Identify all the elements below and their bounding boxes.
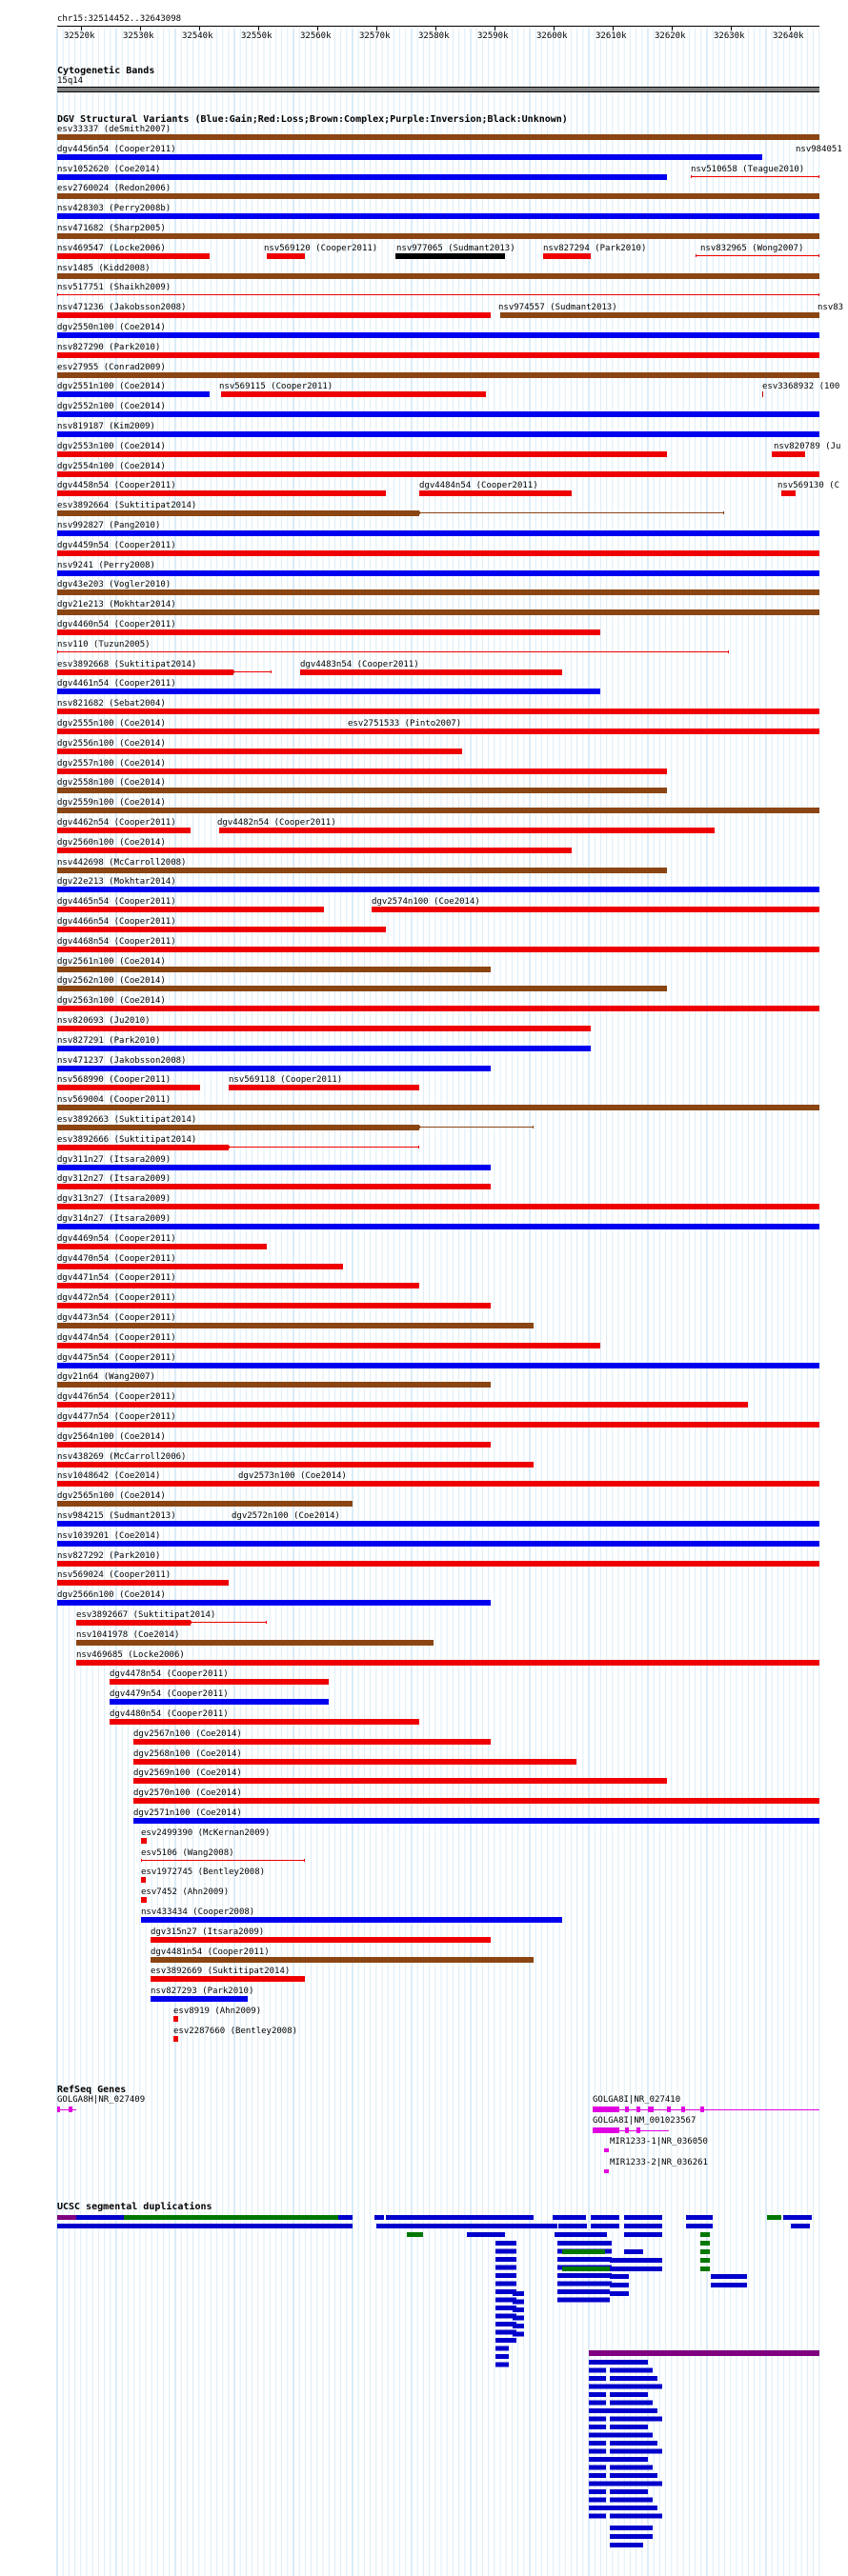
variant-label[interactable]: esv2751533 (Pinto2007) (348, 719, 462, 729)
cyto-band-label: 15q14 (57, 76, 84, 86)
variant-label[interactable]: nsv110 (Tuzun2005) (57, 640, 151, 649)
variant-label[interactable]: nsv569024 (Cooper2011) (57, 1570, 172, 1580)
variant-label[interactable]: dgv4479n54 (Cooper2011) (110, 1689, 229, 1699)
variant-label[interactable]: dgv21e213 (Mokhtar2014) (57, 600, 176, 609)
variant-label[interactable]: nsv1052620 (Coe2014) (57, 165, 161, 174)
variant-label[interactable]: nsv442698 (McCarroll2008) (57, 858, 187, 868)
variant-label[interactable]: dgv2564n100 (Coe2014) (57, 1432, 166, 1442)
variant-label[interactable]: dgv4480n54 (Cooper2011) (110, 1709, 229, 1719)
variant-label[interactable]: dgv315n27 (Itsara2009) (151, 1927, 265, 1937)
variant-label[interactable]: nsv1039201 (Coe2014) (57, 1531, 161, 1541)
variant-label[interactable]: nsv469685 (Locke2006) (76, 1650, 185, 1660)
segdup-feature[interactable] (57, 2224, 353, 2228)
segdup-feature[interactable] (711, 2283, 747, 2287)
variant-label[interactable]: dgv2553n100 (Coe2014) (57, 442, 166, 451)
variant-label[interactable]: dgv4468n54 (Cooper2011) (57, 937, 176, 947)
segdup-feature[interactable] (610, 2506, 657, 2510)
variant-label[interactable]: dgv21n64 (Wang2007) (57, 1372, 155, 1382)
segdup-feature[interactable] (610, 2457, 648, 2462)
segdup-feature[interactable] (686, 2215, 713, 2220)
variant-label[interactable]: nsv827292 (Park2010) (57, 1551, 161, 1561)
segdup-feature[interactable] (610, 2368, 653, 2373)
segdup-feature[interactable] (513, 2307, 524, 2312)
variant-label[interactable]: nsv438269 (McCarroll2006) (57, 1452, 187, 1462)
variant-label[interactable]: dgv4460n54 (Cooper2011) (57, 620, 176, 629)
segdup-feature[interactable] (124, 2215, 338, 2220)
variant-label[interactable]: dgv4473n54 (Cooper2011) (57, 1313, 176, 1323)
variant-label[interactable]: dgv2565n100 (Coe2014) (57, 1491, 166, 1501)
variant-label[interactable]: nsv510658 (Teague2010) (691, 165, 805, 174)
variant-label[interactable]: dgv4478n54 (Cooper2011) (110, 1669, 229, 1679)
variant-label[interactable]: dgv2574n100 (Coe2014) (372, 897, 480, 907)
segdup-feature[interactable] (589, 2466, 606, 2470)
segdup-feature[interactable] (610, 2449, 662, 2454)
segdup-feature[interactable] (610, 2258, 662, 2263)
segdup-feature[interactable] (624, 2215, 662, 2220)
segdup-feature[interactable] (610, 2526, 653, 2530)
variant-label[interactable]: nsv832965 (Wong2007) (700, 244, 804, 253)
segdup-feature[interactable] (610, 2441, 657, 2446)
variant-label[interactable]: dgv4465n54 (Cooper2011) (57, 897, 176, 907)
segdup-feature[interactable] (76, 2215, 124, 2220)
segdup-feature[interactable] (557, 2298, 610, 2303)
scale-label: 32630k (714, 31, 745, 41)
variant-label[interactable]: nsv471237 (Jakobsson2008) (57, 1056, 187, 1066)
variant-label[interactable]: dgv4482n54 (Cooper2011) (217, 818, 336, 828)
segdup-feature[interactable] (610, 2408, 657, 2413)
segdup-feature[interactable] (338, 2215, 353, 2220)
segdup-feature[interactable] (610, 2498, 653, 2503)
segdup-feature[interactable] (591, 2224, 619, 2228)
variant-label[interactable]: dgv4458n54 (Cooper2011) (57, 481, 176, 490)
segdup-feature[interactable] (686, 2224, 713, 2228)
variant-label[interactable]: dgv4472n54 (Cooper2011) (57, 1293, 176, 1303)
segdup-feature[interactable] (610, 2425, 648, 2429)
variant-label[interactable]: nsv471236 (Jakobsson2008) (57, 303, 187, 312)
scale-label: 32560k (300, 31, 332, 41)
variant-label[interactable]: dgv4477n54 (Cooper2011) (57, 1412, 176, 1422)
segdup-feature[interactable] (495, 2338, 516, 2343)
variant-label[interactable]: esv3892666 (Suktitipat2014) (57, 1135, 197, 1145)
segdup-feature[interactable] (610, 2385, 662, 2389)
variant-label[interactable]: dgv2572n100 (Coe2014) (232, 1511, 340, 1521)
variant-label[interactable]: dgv4475n54 (Cooper2011) (57, 1353, 176, 1363)
variant-label[interactable]: dgv4481n54 (Cooper2011) (151, 1947, 270, 1957)
variant-label[interactable]: dgv2573n100 (Coe2014) (238, 1471, 347, 1481)
variant-label[interactable]: nsv517751 (Shaikh2009) (57, 283, 172, 292)
variant-label[interactable]: dgv2561n100 (Coe2014) (57, 957, 166, 967)
segdup-feature[interactable] (588, 2241, 612, 2246)
segdup-feature[interactable] (610, 2543, 643, 2547)
segdup-feature[interactable] (588, 2257, 612, 2262)
variant-label[interactable]: esv3892668 (Suktitipat2014) (57, 660, 197, 669)
gene-label[interactable]: MIR1233-1|NR_036050 (610, 2137, 708, 2147)
segdup-feature[interactable] (589, 2417, 606, 2422)
variant-label[interactable]: dgv2566n100 (Coe2014) (57, 1590, 166, 1600)
segdup-feature[interactable] (610, 2376, 657, 2381)
variant-label[interactable]: dgv2556n100 (Coe2014) (57, 739, 166, 749)
segdup-feature[interactable] (700, 2232, 710, 2237)
variant-label[interactable]: dgv2571n100 (Coe2014) (133, 1808, 242, 1818)
scale-label: 32640k (773, 31, 804, 41)
variant-label[interactable]: nsv974557 (Sudmant2013) (498, 303, 617, 312)
segdup-feature[interactable] (589, 2489, 606, 2494)
variant-label[interactable]: nsv569004 (Cooper2011) (57, 1095, 172, 1105)
variant-label[interactable]: dgv313n27 (Itsara2009) (57, 1194, 172, 1204)
variant-label[interactable]: nsv1048642 (Coe2014) (57, 1471, 161, 1481)
segdup-feature[interactable] (610, 2417, 662, 2422)
scale-label: 32610k (596, 31, 627, 41)
segdup-feature[interactable] (553, 2215, 586, 2220)
segdup-feature[interactable] (495, 2346, 509, 2351)
variant-label[interactable]: nsv569115 (Cooper2011) (219, 382, 333, 391)
segdup-feature[interactable] (624, 2232, 662, 2237)
variant-label[interactable]: dgv2555n100 (Coe2014) (57, 719, 166, 729)
variant-label[interactable]: dgv4461n54 (Cooper2011) (57, 679, 176, 689)
segdup-feature[interactable] (610, 2401, 653, 2406)
variant-label[interactable]: esv3892664 (Suktitipat2014) (57, 501, 197, 510)
segdup-feature[interactable] (513, 2291, 524, 2296)
segdup-feature[interactable] (589, 2401, 606, 2406)
variant-label[interactable]: esv3892669 (Suktitipat2014) (151, 1967, 291, 1976)
variant-label[interactable]: nsv569118 (Cooper2011) (229, 1075, 343, 1085)
segdup-feature[interactable] (767, 2215, 781, 2220)
variant-label[interactable]: nsv820693 (Ju2010) (57, 1016, 151, 1026)
variant-label[interactable]: nsv827290 (Park2010) (57, 343, 161, 352)
variant-label[interactable]: dgv2570n100 (Coe2014) (133, 1788, 242, 1798)
variant-label[interactable]: nsv821682 (Sebat2004) (57, 699, 166, 709)
segdup-feature[interactable] (589, 2376, 606, 2381)
segdup-feature[interactable] (562, 2266, 610, 2271)
refseq-track-title: RefSeq Genes (57, 2085, 127, 2095)
segdup-feature[interactable] (588, 2282, 612, 2286)
segdup-feature[interactable] (407, 2232, 423, 2237)
variant-label[interactable]: dgv4466n54 (Cooper2011) (57, 917, 176, 927)
variant-label[interactable]: dgv2550n100 (Coe2014) (57, 323, 166, 332)
segdup-feature[interactable] (700, 2266, 710, 2271)
variant-label[interactable]: nsv471682 (Sharp2005) (57, 224, 166, 233)
variant-label[interactable]: dgv2567n100 (Coe2014) (133, 1729, 242, 1739)
variant-label[interactable]: nsv984051 (796, 145, 842, 154)
segdup-feature[interactable] (589, 2392, 606, 2397)
variant-label[interactable]: esv2287660 (Bentley2008) (173, 2027, 298, 2036)
variant-label[interactable]: dgv4469n54 (Cooper2011) (57, 1234, 176, 1244)
variant-label[interactable]: nsv1041978 (Coe2014) (76, 1630, 180, 1640)
variant-label[interactable]: dgv4476n54 (Cooper2011) (57, 1392, 176, 1402)
segdup-feature[interactable] (495, 2241, 516, 2246)
variant-label[interactable]: esv7452 (Ahn2009) (141, 1887, 230, 1897)
variant-label[interactable]: dgv2554n100 (Coe2014) (57, 462, 166, 471)
segdup-feature[interactable] (588, 2273, 612, 2278)
segdup-track-title: UCSC segmental duplications (57, 2202, 212, 2212)
variant-label[interactable]: esv1972745 (Bentley2008) (141, 1867, 266, 1877)
segdup-feature[interactable] (495, 2266, 516, 2270)
variant-label[interactable]: dgv2562n100 (Coe2014) (57, 976, 166, 986)
gene-label[interactable]: GOLGA8H|NR_027409 (57, 2095, 146, 2105)
variant-label[interactable]: nsv827294 (Park2010) (543, 244, 647, 253)
cyto-title: Cytogenetic Bands (57, 66, 155, 76)
segdup-feature[interactable] (513, 2324, 524, 2328)
segdup-feature[interactable] (589, 2473, 606, 2478)
segdup-feature[interactable] (610, 2473, 657, 2478)
segdup-feature[interactable] (589, 2498, 606, 2503)
variant-label[interactable]: dgv4456n54 (Cooper2011) (57, 145, 176, 154)
segdup-feature[interactable] (386, 2215, 534, 2220)
coordinate-readout: chr15:32514452..32643098 (57, 14, 182, 24)
variant-label[interactable]: esv27955 (Conrad2009) (57, 363, 166, 372)
variant-label[interactable]: nsv827293 (Park2010) (151, 1987, 254, 1996)
segdup-feature[interactable] (589, 2425, 606, 2429)
variant-label[interactable]: esv3368932 (100 (762, 382, 840, 391)
variant-label[interactable]: dgv4459n54 (Cooper2011) (57, 541, 176, 550)
segdup-feature[interactable] (624, 2224, 662, 2228)
segdup-feature[interactable] (610, 2514, 662, 2519)
segdup-feature[interactable] (610, 2482, 662, 2486)
variant-label[interactable]: nsv433434 (Cooper2008) (141, 1907, 255, 1917)
segdup-feature[interactable] (495, 2282, 516, 2286)
segdup-feature[interactable] (495, 2249, 516, 2254)
variant-label[interactable]: esv2499390 (McKernan2009) (141, 1828, 271, 1838)
variant-label[interactable]: nsv1485 (Kidd2008) (57, 264, 151, 273)
segdup-feature[interactable] (589, 2441, 606, 2446)
segdup-feature[interactable] (791, 2224, 810, 2228)
segdup-feature[interactable] (610, 2489, 648, 2494)
segdup-feature[interactable] (610, 2534, 653, 2539)
segdup-feature[interactable] (555, 2232, 607, 2237)
segdup-feature[interactable] (374, 2215, 384, 2220)
variant-label[interactable]: esv5106 (Wang2008) (141, 1848, 234, 1858)
segdup-feature[interactable] (513, 2332, 524, 2337)
segdup-feature[interactable] (610, 2274, 629, 2279)
variant-label[interactable]: nsv820789 (Ju (774, 442, 841, 451)
segdup-feature[interactable] (711, 2274, 747, 2279)
variant-label[interactable]: dgv2569n100 (Coe2014) (133, 1768, 242, 1778)
scale-label: 32580k (418, 31, 450, 41)
segdup-feature[interactable] (591, 2215, 619, 2220)
variant-label[interactable]: nsv569120 (Cooper2011) (264, 244, 378, 253)
variant-label[interactable]: esv2760024 (Redon2006) (57, 184, 172, 193)
variant-label[interactable]: dgv314n27 (Itsara2009) (57, 1214, 172, 1224)
variant-label[interactable]: esv3892667 (Suktitipat2014) (76, 1610, 216, 1620)
segdup-feature[interactable] (589, 2368, 606, 2373)
segdup-feature[interactable] (558, 2224, 587, 2228)
variant-label[interactable]: dgv311n27 (Itsara2009) (57, 1155, 172, 1165)
variant-label[interactable]: dgv2568n100 (Coe2014) (133, 1749, 242, 1759)
segdup-feature[interactable] (700, 2241, 710, 2246)
variant-label[interactable]: nsv568990 (Cooper2011) (57, 1075, 172, 1085)
segdup-feature[interactable] (610, 2392, 648, 2397)
gene-label[interactable]: MIR1233-2|NR_036261 (610, 2158, 708, 2167)
segdup-feature[interactable] (495, 2257, 516, 2262)
scale-label: 32570k (359, 31, 391, 41)
variant-label[interactable]: dgv4484n54 (Cooper2011) (419, 481, 538, 490)
segdup-feature[interactable] (589, 2449, 606, 2454)
variant-label[interactable]: dgv4471n54 (Cooper2011) (57, 1273, 176, 1283)
segdup-feature[interactable] (495, 2273, 516, 2278)
variant-label[interactable]: nsv977065 (Sudmant2013) (396, 244, 515, 253)
scale-label: 32590k (477, 31, 509, 41)
segdup-feature[interactable] (610, 2433, 653, 2438)
variant-label[interactable]: dgv2559n100 (Coe2014) (57, 798, 166, 808)
segdup-feature[interactable] (513, 2300, 524, 2305)
variant-label[interactable]: dgv2558n100 (Coe2014) (57, 778, 166, 788)
variant-label[interactable]: nsv469547 (Locke2006) (57, 244, 166, 253)
segdup-feature[interactable] (562, 2249, 605, 2254)
variant-label[interactable]: nsv569130 (C (777, 481, 840, 490)
variant-label[interactable]: esv33337 (deSmith2007) (57, 125, 172, 134)
variant-label[interactable]: dgv4462n54 (Cooper2011) (57, 818, 176, 828)
segdup-feature[interactable] (376, 2224, 557, 2228)
scale-label: 32520k (64, 31, 95, 41)
variant-label[interactable]: dgv2552n100 (Coe2014) (57, 402, 166, 411)
variant-label[interactable]: dgv312n27 (Itsara2009) (57, 1174, 172, 1184)
scale-label: 32540k (182, 31, 213, 41)
variant-label[interactable]: nsv827291 (Park2010) (57, 1036, 161, 1046)
segdup-feature[interactable] (783, 2215, 812, 2220)
segdup-feature[interactable] (495, 2354, 509, 2359)
variant-label[interactable]: nsv992827 (Pang2010) (57, 521, 161, 530)
segdup-feature[interactable] (700, 2249, 710, 2254)
variant-label[interactable]: nsv819187 (Kim2009) (57, 422, 155, 431)
gene-label[interactable]: GOLGA8I|NR_027410 (593, 2095, 681, 2105)
scale-label: 32530k (123, 31, 154, 41)
segdup-feature[interactable] (557, 2289, 610, 2294)
variant-label[interactable]: dgv22e213 (Mokhtar2014) (57, 877, 176, 887)
segdup-feature[interactable] (610, 2466, 653, 2470)
variant-label[interactable]: dgv2563n100 (Coe2014) (57, 996, 166, 1006)
segdup-feature[interactable] (495, 2363, 509, 2367)
segdup-feature[interactable] (513, 2316, 524, 2321)
variant-label[interactable]: nsv428303 (Perry2008b) (57, 204, 172, 213)
segdup-feature[interactable] (700, 2258, 710, 2263)
variant-label[interactable]: dgv2551n100 (Coe2014) (57, 382, 166, 391)
scale-label: 32620k (655, 31, 686, 41)
variant-label[interactable]: dgv4483n54 (Cooper2011) (300, 660, 419, 669)
scale-label: 32600k (536, 31, 568, 41)
variant-label[interactable]: nsv9241 (Perry2008) (57, 561, 155, 570)
dgv-track-title: DGV Structural Variants (Blue:Gain;Red:Loss;Brown:Complex;Purple:Inversion;Black:Unknown) (57, 114, 568, 125)
variant-label[interactable]: dgv4474n54 (Cooper2011) (57, 1333, 176, 1343)
segdup-feature[interactable] (589, 2514, 606, 2519)
scale-label: 32550k (241, 31, 273, 41)
variant-label[interactable]: nsv83 (818, 303, 844, 312)
variant-label[interactable]: esv3892663 (Suktitipat2014) (57, 1115, 197, 1125)
variant-label[interactable]: dgv2557n100 (Coe2014) (57, 759, 166, 769)
segdup-feature[interactable] (610, 2291, 629, 2296)
variant-label[interactable]: dgv4470n54 (Cooper2011) (57, 1254, 176, 1264)
gene-label[interactable]: GOLGA8I|NM_001023567 (593, 2116, 697, 2126)
variant-label[interactable]: esv8919 (Ahn2009) (173, 2007, 262, 2016)
segdup-feature[interactable] (57, 2215, 76, 2220)
segdup-feature[interactable] (610, 2266, 662, 2271)
variant-label[interactable]: nsv984215 (Sudmant2013) (57, 1511, 176, 1521)
segdup-feature[interactable] (610, 2360, 648, 2365)
segdup-feature[interactable] (467, 2232, 505, 2237)
segdup-feature[interactable] (589, 2350, 819, 2356)
variant-label[interactable]: dgv43e203 (Vogler2010) (57, 580, 172, 589)
variant-label[interactable]: dgv2560n100 (Coe2014) (57, 838, 166, 848)
segdup-feature[interactable] (610, 2283, 629, 2287)
segdup-feature[interactable] (624, 2249, 643, 2254)
